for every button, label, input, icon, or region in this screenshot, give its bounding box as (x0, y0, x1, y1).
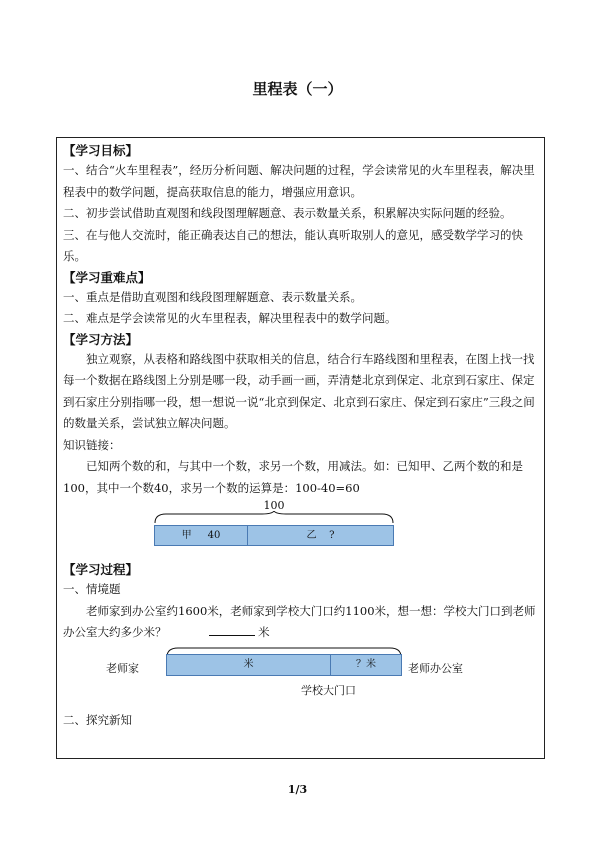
page-title: 里程表（一） (252, 80, 343, 98)
teacher-home-label: 老师家 (106, 661, 139, 675)
office-label: 老师办公室 (408, 661, 463, 675)
segment-jia-name: 甲 (181, 530, 192, 541)
segment-jia (154, 525, 248, 546)
knowledge-label: 知识链接： (63, 437, 121, 452)
methods-heading: 【学习方法】 (63, 331, 139, 347)
knowledge-text: 已知两个数的和，与其中一个数，求另一个数，用减法。如：已知甲、乙两个数的和是100，其中一个数40，求另一个数的运算是：100-40=60 (63, 459, 523, 495)
goal-item-3: 三、在与他人交流时，能正确表达自己的想法，能认真听取别人的意见，感受数学学习的快乐。 (63, 227, 523, 263)
sum-bar (154, 525, 394, 546)
sum-brace (154, 511, 394, 525)
answer-unit: 米 (258, 625, 270, 639)
segment-jia-value: 40 (207, 530, 221, 541)
answer-blank[interactable] (209, 623, 255, 636)
key-point-2: 二、难点是学会读常见的火车里程表，解决里程表中的数学问题。 (63, 311, 397, 325)
problem-text (63, 601, 538, 644)
key-point-1: 一、重点是借助直观图和线段图理解题意、表示数量关系。 (63, 289, 362, 304)
page-number: 1/3 (287, 783, 308, 796)
process-heading: 【学习过程】 (63, 562, 139, 577)
section-situation: 一、情境题 (63, 582, 121, 596)
problem-statement: 老师家到办公室约1600米，老师家到学校大门口约1100米，想一想：学校大门口到老师办公室大约多少米？ (63, 603, 536, 639)
segment-gate-to-office: ？米 (330, 654, 402, 676)
key-points-heading: 【学习重难点】 (63, 269, 151, 285)
goals-heading: 【学习目标】 (63, 143, 139, 158)
segment-home-to-gate: 米 (166, 654, 331, 676)
section-explore: 二、探究新知 (63, 712, 132, 727)
distance-bar (166, 654, 402, 676)
methods-paragraph: 独立观察，从表格和路线图中获取相关的信息，结合行车路线图和里程表，在图上找一找每一个数据在路线图上分别是哪一段，动手画一画，弄清楚北京到保定、北京到石家庄、保定到石家庄分别指哪一段，想一想说一说“北京到保定、北京到石家庄、保定到石家庄”三段之间的数量关系，尝试独立解决问题。 (63, 351, 535, 430)
content-frame (56, 137, 545, 759)
goal-item-2: 二、初步尝试借助直观图和线段图理解题意、表示数量关系，积累解决实际问题的经验。 (63, 206, 512, 220)
segment-yi (247, 525, 394, 546)
segment-yi-name: 乙 (306, 530, 317, 541)
goal-item-1: 一、结合“火车里程表”，经历分析问题、解决问题的过程，学会读常见的火车里程表，解决里程表中的数学问题，提高获取信息的能力，增强应用意识。 (63, 163, 535, 199)
school-gate-label: 学校大门口 (301, 683, 356, 697)
sum-total-label: 100 (263, 499, 285, 512)
sum-diagram (63, 499, 538, 549)
distance-diagram (63, 646, 538, 702)
segment-yi-value: ? (329, 530, 335, 541)
